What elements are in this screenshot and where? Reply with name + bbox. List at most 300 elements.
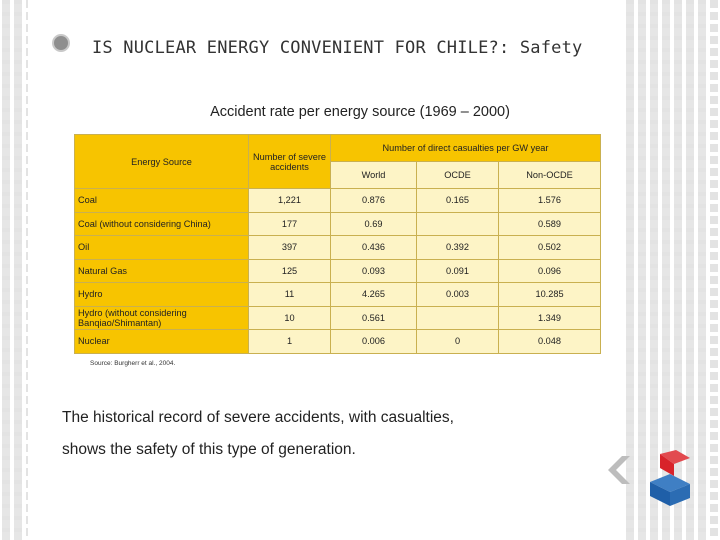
grid-square — [14, 520, 22, 528]
row-accidents-cell: 11 — [249, 283, 331, 307]
row-ocde-cell: 0.003 — [417, 283, 499, 307]
table-row — [75, 283, 601, 307]
grid-square — [14, 4, 22, 12]
grid-square — [674, 388, 682, 396]
row-world-cell: 0.561 — [331, 306, 417, 330]
grid-square — [626, 124, 634, 132]
grid-square — [662, 436, 670, 444]
grid-square — [698, 40, 706, 48]
grid-square — [626, 148, 634, 156]
row-source-cell: Natural Gas — [75, 259, 249, 283]
grid-square — [686, 364, 694, 372]
row-world-cell: 0.69 — [331, 212, 417, 236]
grid-square — [662, 292, 670, 300]
grid-square — [626, 328, 634, 336]
grid-square — [650, 328, 658, 336]
grid-square — [638, 76, 646, 84]
grid-square — [674, 352, 682, 360]
grid-square — [14, 316, 22, 324]
table-row — [75, 259, 601, 283]
grid-square — [662, 424, 670, 432]
grid-square — [2, 148, 10, 156]
grid-square — [662, 520, 670, 528]
grid-square — [674, 280, 682, 288]
grid-square — [638, 256, 646, 264]
grid-square — [650, 280, 658, 288]
grid-square — [686, 160, 694, 168]
grid-square — [638, 88, 646, 96]
grid-square — [674, 148, 682, 156]
grid-square — [698, 340, 706, 348]
row-source-cell: Coal (without considering China) — [75, 212, 249, 236]
table-row — [75, 189, 601, 213]
table-body — [75, 189, 601, 354]
row-world-cell: 0.876 — [331, 189, 417, 213]
grid-square — [638, 40, 646, 48]
grid-square — [650, 256, 658, 264]
grid-square — [638, 64, 646, 72]
grid-square — [686, 436, 694, 444]
grid-square — [686, 172, 694, 180]
grid-square — [686, 424, 694, 432]
grid-square — [2, 160, 10, 168]
row-world-cell: 0.006 — [331, 330, 417, 354]
grid-square — [14, 412, 22, 420]
grid-square — [2, 472, 10, 480]
grid-square — [638, 208, 646, 216]
grid-square — [662, 88, 670, 96]
grid-square — [686, 376, 694, 384]
grid-square — [698, 424, 706, 432]
grid-square — [698, 436, 706, 444]
grid-square — [626, 244, 634, 252]
grid-square — [662, 16, 670, 24]
grid-square — [674, 256, 682, 264]
grid-square — [2, 64, 10, 72]
grid-square — [626, 532, 634, 540]
grid-square — [2, 340, 10, 348]
grid-square — [650, 292, 658, 300]
grid-square — [638, 520, 646, 528]
grid-square — [638, 400, 646, 408]
grid-square — [698, 160, 706, 168]
grid-square — [650, 124, 658, 132]
grid-square — [662, 148, 670, 156]
grid-square — [626, 388, 634, 396]
grid-square — [686, 340, 694, 348]
grid-square — [662, 412, 670, 420]
grid-square — [662, 316, 670, 324]
row-ocde-cell: 0.091 — [417, 259, 499, 283]
logo-gray-chevron — [608, 456, 630, 484]
grid-square — [650, 184, 658, 192]
grid-square — [638, 352, 646, 360]
grid-square — [686, 220, 694, 228]
grid-square — [2, 256, 10, 264]
grid-square — [650, 88, 658, 96]
grid-square — [2, 376, 10, 384]
grid-square — [662, 196, 670, 204]
row-source-cell: Oil — [75, 236, 249, 260]
grid-square — [650, 376, 658, 384]
grid-square — [14, 28, 22, 36]
grid-square — [626, 208, 634, 216]
grid-square — [662, 388, 670, 396]
grid-square — [14, 352, 22, 360]
grid-square — [626, 424, 634, 432]
grid-square — [14, 172, 22, 180]
grid-square — [674, 4, 682, 12]
row-accidents-cell: 10 — [249, 306, 331, 330]
table-row — [75, 330, 601, 354]
row-ocde-cell: 0.165 — [417, 189, 499, 213]
grid-square — [2, 280, 10, 288]
grid-square — [662, 40, 670, 48]
grid-square — [638, 340, 646, 348]
grid-square — [14, 340, 22, 348]
row-accidents-cell: 1 — [249, 330, 331, 354]
grid-square — [14, 160, 22, 168]
grid-square — [686, 232, 694, 240]
grid-square — [2, 400, 10, 408]
grid-square — [650, 64, 658, 72]
grid-square — [674, 136, 682, 144]
grid-square — [686, 292, 694, 300]
row-non-ocde-cell: 0.048 — [499, 330, 601, 354]
grid-square — [14, 484, 22, 492]
grid-square — [674, 364, 682, 372]
grid-square — [698, 388, 706, 396]
grid-square — [650, 160, 658, 168]
grid-square — [674, 340, 682, 348]
grid-square — [14, 388, 22, 396]
grid-square — [14, 124, 22, 132]
grid-square — [698, 148, 706, 156]
grid-square — [686, 16, 694, 24]
grid-square — [662, 256, 670, 264]
grid-square — [662, 352, 670, 360]
grid-square — [638, 268, 646, 276]
header-world: World — [331, 162, 417, 189]
grid-square — [662, 64, 670, 72]
grid-square — [674, 424, 682, 432]
grid-square — [626, 40, 634, 48]
row-source-cell: Hydro — [75, 283, 249, 307]
grid-square — [2, 4, 10, 12]
grid-square — [698, 304, 706, 312]
grid-square — [626, 340, 634, 348]
grid-square — [650, 424, 658, 432]
grid-square — [626, 352, 634, 360]
grid-square — [686, 196, 694, 204]
grid-square — [686, 400, 694, 408]
grid-square — [2, 124, 10, 132]
grid-square — [698, 532, 706, 540]
grid-square — [626, 16, 634, 24]
table-row — [75, 306, 601, 330]
header-severe-accidents: Number of severe accidents — [249, 135, 331, 189]
grid-square — [686, 532, 694, 540]
grid-square — [662, 304, 670, 312]
grid-square — [2, 508, 10, 516]
grid-square — [650, 244, 658, 252]
grid-square — [14, 280, 22, 288]
grid-square — [662, 328, 670, 336]
grid-square — [2, 184, 10, 192]
grid-square — [686, 64, 694, 72]
grid-square — [626, 520, 634, 528]
grid-square — [14, 208, 22, 216]
grid-square — [2, 40, 10, 48]
grid-square — [650, 400, 658, 408]
grid-square — [2, 232, 10, 240]
grid-square — [698, 52, 706, 60]
grid-square — [638, 280, 646, 288]
grid-square — [662, 532, 670, 540]
grid-square — [14, 88, 22, 96]
grid-square — [638, 316, 646, 324]
grid-square — [698, 268, 706, 276]
grid-square — [2, 424, 10, 432]
grid-square — [626, 364, 634, 372]
grid-square — [674, 184, 682, 192]
grid-square — [638, 304, 646, 312]
row-accidents-cell: 125 — [249, 259, 331, 283]
grid-square — [686, 256, 694, 264]
grid-square — [662, 184, 670, 192]
grid-square — [2, 436, 10, 444]
row-source-cell: Hydro (without considering Banqiao/Shimantan) — [75, 306, 249, 330]
grid-square — [698, 400, 706, 408]
grid-square — [674, 232, 682, 240]
grid-square — [662, 244, 670, 252]
grid-square — [698, 28, 706, 36]
header-energy-source: Energy Source — [75, 135, 249, 189]
grid-square — [698, 256, 706, 264]
grid-square — [698, 316, 706, 324]
grid-square — [14, 472, 22, 480]
grid-square — [698, 280, 706, 288]
grid-square — [674, 208, 682, 216]
table-title: Accident rate per energy source (1969 – 2000) — [210, 104, 510, 120]
grid-square — [638, 184, 646, 192]
grid-square — [626, 28, 634, 36]
grid-square — [638, 532, 646, 540]
grid-square — [662, 160, 670, 168]
grid-square — [638, 232, 646, 240]
table-row — [75, 236, 601, 260]
grid-square — [638, 28, 646, 36]
grid-square — [698, 16, 706, 24]
row-source-cell: Nuclear — [75, 330, 249, 354]
grid-square — [14, 424, 22, 432]
grid-square — [698, 376, 706, 384]
grid-square — [674, 304, 682, 312]
grid-square — [14, 52, 22, 60]
grid-square — [626, 4, 634, 12]
grid-square — [686, 316, 694, 324]
grid-square — [674, 88, 682, 96]
grid-square — [650, 352, 658, 360]
grid-square — [674, 412, 682, 420]
grid-square — [650, 304, 658, 312]
grid-square — [626, 220, 634, 228]
grid-square — [674, 64, 682, 72]
grid-square — [2, 388, 10, 396]
grid-square — [2, 52, 10, 60]
grid-square — [626, 292, 634, 300]
grid-square — [2, 496, 10, 504]
grid-square — [14, 448, 22, 456]
grid-square — [674, 124, 682, 132]
grid-square — [2, 28, 10, 36]
row-world-cell: 4.265 — [331, 283, 417, 307]
grid-square — [14, 508, 22, 516]
conclusion-text — [62, 402, 602, 466]
grid-square — [14, 16, 22, 24]
row-ocde-cell: 0 — [417, 330, 499, 354]
grid-square — [698, 412, 706, 420]
header-non-ocde: Non-OCDE — [499, 162, 601, 189]
grid-square — [626, 400, 634, 408]
conclusion-line-1: The historical record of severe accidents, with casualties, — [62, 409, 454, 426]
grid-square — [650, 208, 658, 216]
grid-square — [686, 352, 694, 360]
grid-square — [650, 16, 658, 24]
grid-square — [674, 436, 682, 444]
grid-square — [650, 268, 658, 276]
grid-square — [2, 172, 10, 180]
grid-square — [638, 424, 646, 432]
grid-square — [638, 52, 646, 60]
grid-square — [674, 52, 682, 60]
grid-square — [674, 40, 682, 48]
grid-square — [14, 532, 22, 540]
grid-square — [698, 292, 706, 300]
grid-square — [626, 376, 634, 384]
grid-square — [698, 76, 706, 84]
grid-square — [662, 208, 670, 216]
grid-square — [626, 304, 634, 312]
grid-square — [674, 376, 682, 384]
grid-square — [638, 220, 646, 228]
row-accidents-cell: 1,221 — [249, 189, 331, 213]
grid-square — [638, 364, 646, 372]
grid-square — [14, 496, 22, 504]
grid-square — [686, 412, 694, 420]
grid-square — [2, 220, 10, 228]
grid-square — [686, 184, 694, 192]
grid-square — [674, 76, 682, 84]
grid-square — [686, 4, 694, 12]
row-ocde-cell — [417, 212, 499, 236]
grid-square — [686, 28, 694, 36]
row-non-ocde-cell: 0.502 — [499, 236, 601, 260]
grid-square — [650, 28, 658, 36]
grid-square — [650, 316, 658, 324]
grid-square — [638, 388, 646, 396]
grid-square — [626, 412, 634, 420]
grid-square — [2, 196, 10, 204]
grid-square — [14, 292, 22, 300]
grid-square — [662, 28, 670, 36]
grid-square — [674, 196, 682, 204]
grid-square — [14, 376, 22, 384]
grid-square — [674, 316, 682, 324]
grid-square — [2, 352, 10, 360]
grid-square — [626, 316, 634, 324]
row-world-cell: 0.093 — [331, 259, 417, 283]
grid-square — [650, 172, 658, 180]
title-bullet-icon — [52, 34, 70, 52]
decorative-grid-left — [2, 0, 28, 540]
grid-square — [638, 328, 646, 336]
grid-square — [686, 520, 694, 528]
grid-square — [662, 376, 670, 384]
grid-square — [2, 136, 10, 144]
table-row — [75, 212, 601, 236]
grid-square — [2, 304, 10, 312]
grid-square — [626, 88, 634, 96]
grid-square — [650, 52, 658, 60]
grid-square — [638, 16, 646, 24]
grid-square — [674, 244, 682, 252]
grid-square — [662, 76, 670, 84]
grid-square — [626, 232, 634, 240]
grid-square — [698, 4, 706, 12]
grid-square — [662, 4, 670, 12]
grid-square — [698, 364, 706, 372]
grid-square — [14, 268, 22, 276]
grid-square — [626, 172, 634, 180]
row-non-ocde-cell: 1.349 — [499, 306, 601, 330]
row-ocde-cell — [417, 306, 499, 330]
grid-square — [686, 148, 694, 156]
row-non-ocde-cell: 1.576 — [499, 189, 601, 213]
source-note: Source: Burgherr et al., 2004. — [90, 360, 176, 367]
grid-square — [698, 328, 706, 336]
grid-square — [14, 436, 22, 444]
header-ocde: OCDE — [417, 162, 499, 189]
grid-square — [698, 352, 706, 360]
grid-square — [14, 400, 22, 408]
grid-square — [698, 172, 706, 180]
grid-square — [674, 268, 682, 276]
grid-square — [14, 304, 22, 312]
grid-square — [674, 28, 682, 36]
grid-square — [698, 520, 706, 528]
grid-square — [650, 220, 658, 228]
grid-square — [2, 76, 10, 84]
grid-square — [650, 364, 658, 372]
grid-square — [662, 124, 670, 132]
grid-square — [626, 52, 634, 60]
grid-square — [686, 388, 694, 396]
grid-square — [2, 364, 10, 372]
grid-square — [14, 328, 22, 336]
grid-square — [2, 520, 10, 528]
grid-square — [674, 328, 682, 336]
grid-square — [698, 184, 706, 192]
grid-square — [662, 52, 670, 60]
grid-square — [14, 256, 22, 264]
grid-square — [674, 400, 682, 408]
grid-square — [626, 136, 634, 144]
grid-square — [674, 172, 682, 180]
grid-square — [14, 232, 22, 240]
grid-square — [662, 220, 670, 228]
grid-square — [14, 76, 22, 84]
